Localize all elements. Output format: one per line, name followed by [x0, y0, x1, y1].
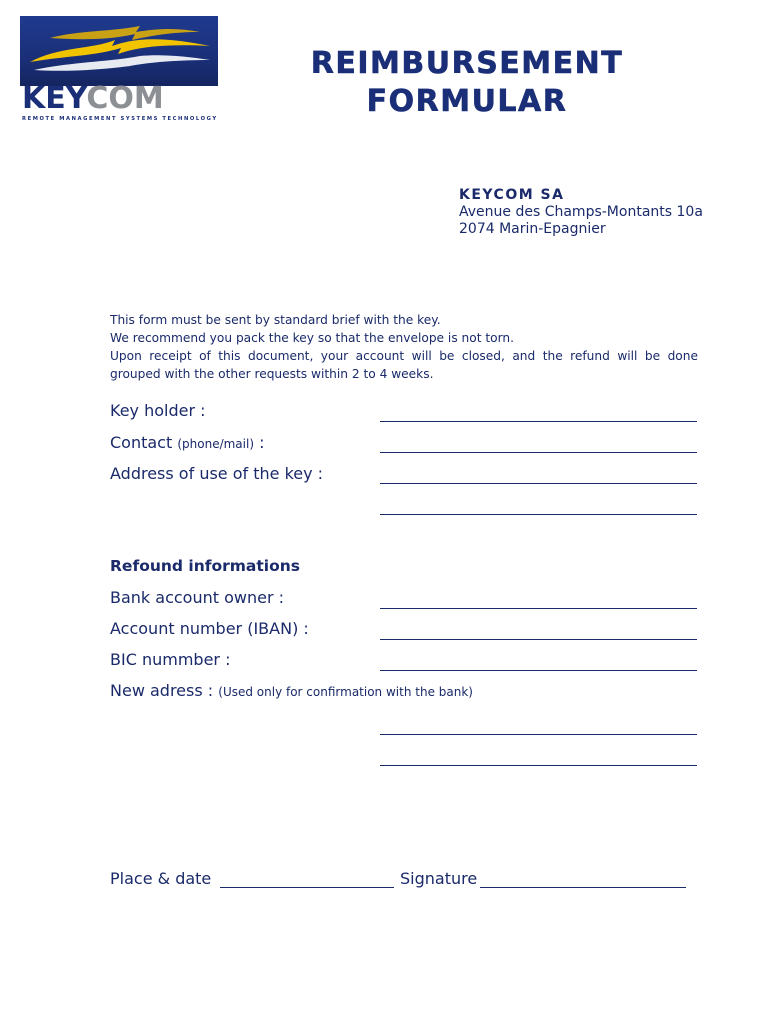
new-address-label-text: New adress : — [110, 681, 214, 700]
company-name: KEYCOM SA — [459, 187, 565, 203]
contact-field[interactable] — [380, 435, 697, 453]
logo-brand-part1: KEY — [22, 81, 87, 116]
contact-colon: : — [259, 433, 265, 452]
new-address-hint: (Used only for confirmation with the bank) — [218, 685, 473, 699]
signature-label: Signature — [400, 869, 478, 888]
iban-label: Account number (IBAN) : — [110, 619, 309, 638]
logo-tagline: REMOTE MANAGEMENT SYSTEMS TECHNOLOGY — [22, 116, 218, 122]
intro-text — [110, 311, 698, 383]
new-address-field-line1[interactable] — [380, 717, 697, 735]
key-holder-label: Key holder : — [110, 401, 206, 420]
page-title-line2: FORMULAR — [366, 84, 568, 119]
bank-owner-field[interactable] — [380, 591, 697, 609]
logo-banner — [20, 16, 218, 86]
iban-field[interactable] — [380, 622, 697, 640]
new-address-label — [110, 681, 473, 700]
intro-line2: We recommend you pack the key so that the envelope is not torn. — [110, 331, 515, 345]
signature-field[interactable] — [480, 870, 686, 888]
company-address — [459, 187, 703, 238]
lightning-swoosh-icon — [20, 16, 218, 86]
address-field-line1[interactable] — [380, 466, 697, 484]
intro-line3: Upon receipt of this document, your account will be closed, and the refund will be done grouped with the other requests within 2 to 4 weeks. — [110, 349, 698, 381]
logo-wordmark — [22, 81, 218, 116]
contact-label-text: Contact — [110, 433, 173, 452]
intro-line1: This form must be sent by standard brief with the key. — [110, 313, 441, 327]
logo-brand-part2: COM — [86, 81, 164, 116]
refund-heading: Refound informations — [110, 557, 301, 575]
bic-field[interactable] — [380, 653, 697, 671]
bank-owner-label: Bank account owner : — [110, 588, 285, 607]
company-city: 2074 Marin-Epagnier — [459, 221, 606, 237]
contact-hint: (phone/mail) — [177, 437, 255, 451]
bic-label: BIC nummber : — [110, 650, 231, 669]
page-title-line1: REIMBURSEMENT — [310, 46, 624, 81]
address-label: Address of use of the key : — [110, 464, 324, 483]
key-holder-field[interactable] — [380, 404, 697, 422]
new-address-field-line2[interactable] — [380, 748, 697, 766]
keycom-logo — [20, 16, 218, 122]
company-street: Avenue des Champs-Montants 10a — [459, 204, 703, 220]
address-field-line2[interactable] — [380, 497, 697, 515]
place-date-field[interactable] — [220, 870, 394, 888]
contact-label — [110, 433, 265, 452]
place-date-label: Place & date — [110, 869, 212, 888]
